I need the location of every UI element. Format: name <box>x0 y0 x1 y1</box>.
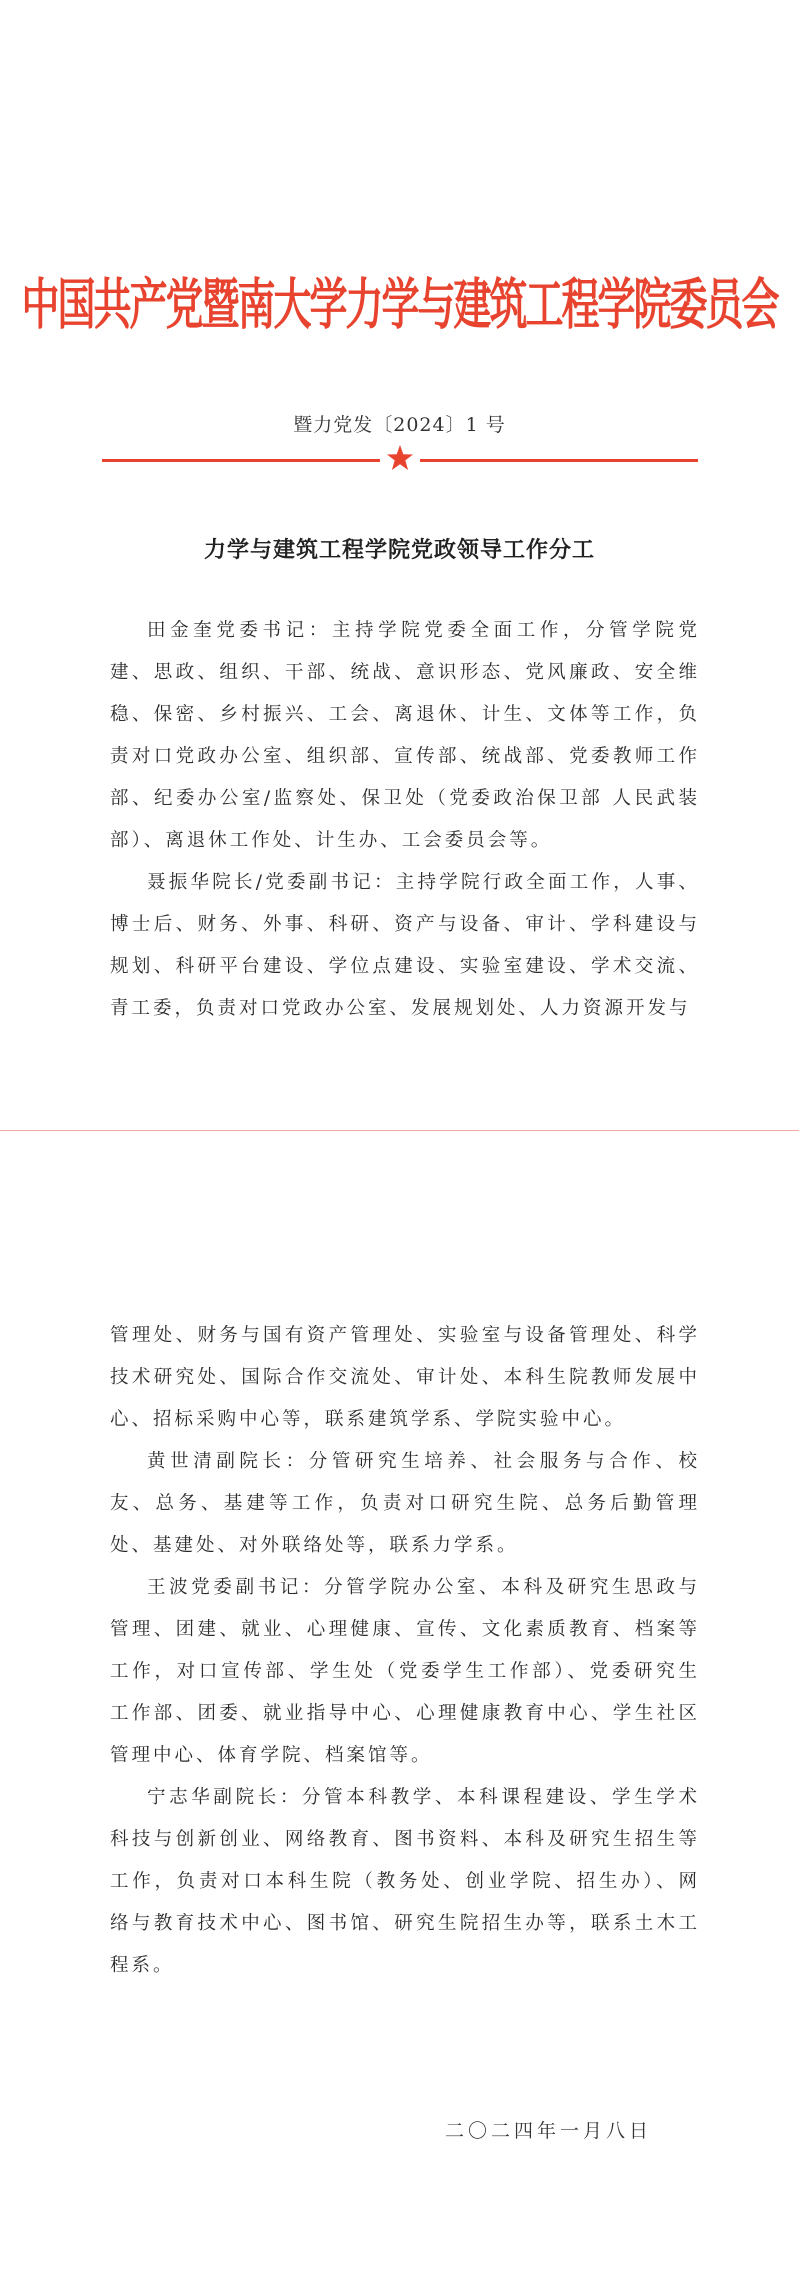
paragraph-dean: 聂振华院长/党委副书记：主持学院行政全面工作，人事、博士后、财务、外事、科研、资产与设备、审计、学科建设与规划、科研平台建设、学位点建设、实验室建设、学术交流、青工委，负责对口党政办公室、发展规划处、人力资源开发与 <box>110 872 700 1019</box>
document-title: 力学与建筑工程学院党政领导工作分工 <box>203 537 595 563</box>
paragraph-party-secretary: 田金奎党委书记：主持学院党委全面工作，分管学院党建、思政、组织、干部、统战、意识形态、党风廉政、安全维稳、保密、乡村振兴、工会、离退休、计生、文体等工作，负责对口党政办公室、组织部、宣传部、统战部、党委教师工作部、纪委办公室/监察处、保卫处（党委政治保卫部 人民武装部）、离退休工作处、计生办、工会委员会等。 <box>110 620 700 851</box>
paragraph-vice-dean-huang: 黄世清副院长：分管研究生培养、社会服务与合作、校友、总务、基建等工作，负责对口研究生院、总务后勤管理处、基建处、对外联络处等，联系力学系。 <box>110 1451 700 1556</box>
star-icon <box>386 444 414 472</box>
red-rule-right <box>420 459 698 462</box>
paragraph-deputy-secretary-wang: 王波党委副书记：分管学院办公室、本科及研究生思政与管理、团建、就业、心理健康、宣传、文化素质教育、档案等工作，对口宣传部、学生处（党委学生工作部）、党委研究生工作部、团委、就业指导中心、心理健康教育中心、学生社区管理中心、体育学院、档案馆等。 <box>110 1577 700 1766</box>
red-rule-left <box>102 459 380 462</box>
org-title: 中国共产党暨南大学力学与建筑工程学院委员会 <box>21 271 778 337</box>
paragraph-vice-dean-ning: 宁志华副院长：分管本科教学、本科课程建设、学生学术科技与创新创业、网络教育、图书资料、本科及研究生招生等工作，负责对口本科生院（教务处、创业学院、招生办）、网络与教育技术中心、图书馆、研究生院招生办等，联系土木工程系。 <box>110 1787 700 1976</box>
body-page-1 <box>110 610 700 1030</box>
document-number: 暨力党发〔2024〕1 号 <box>293 414 506 436</box>
page-divider <box>0 1130 799 1131</box>
body-page-2 <box>110 1315 700 1987</box>
signature-date: 二〇二四年一月八日 <box>445 2120 653 2142</box>
paragraph-dean-continued: 管理处、财务与国有资产管理处、实验室与设备管理处、科学技术研究处、国际合作交流处、审计处、本科生院教师发展中心、招标采购中心等，联系建筑学系、学院实验中心。 <box>110 1325 700 1430</box>
